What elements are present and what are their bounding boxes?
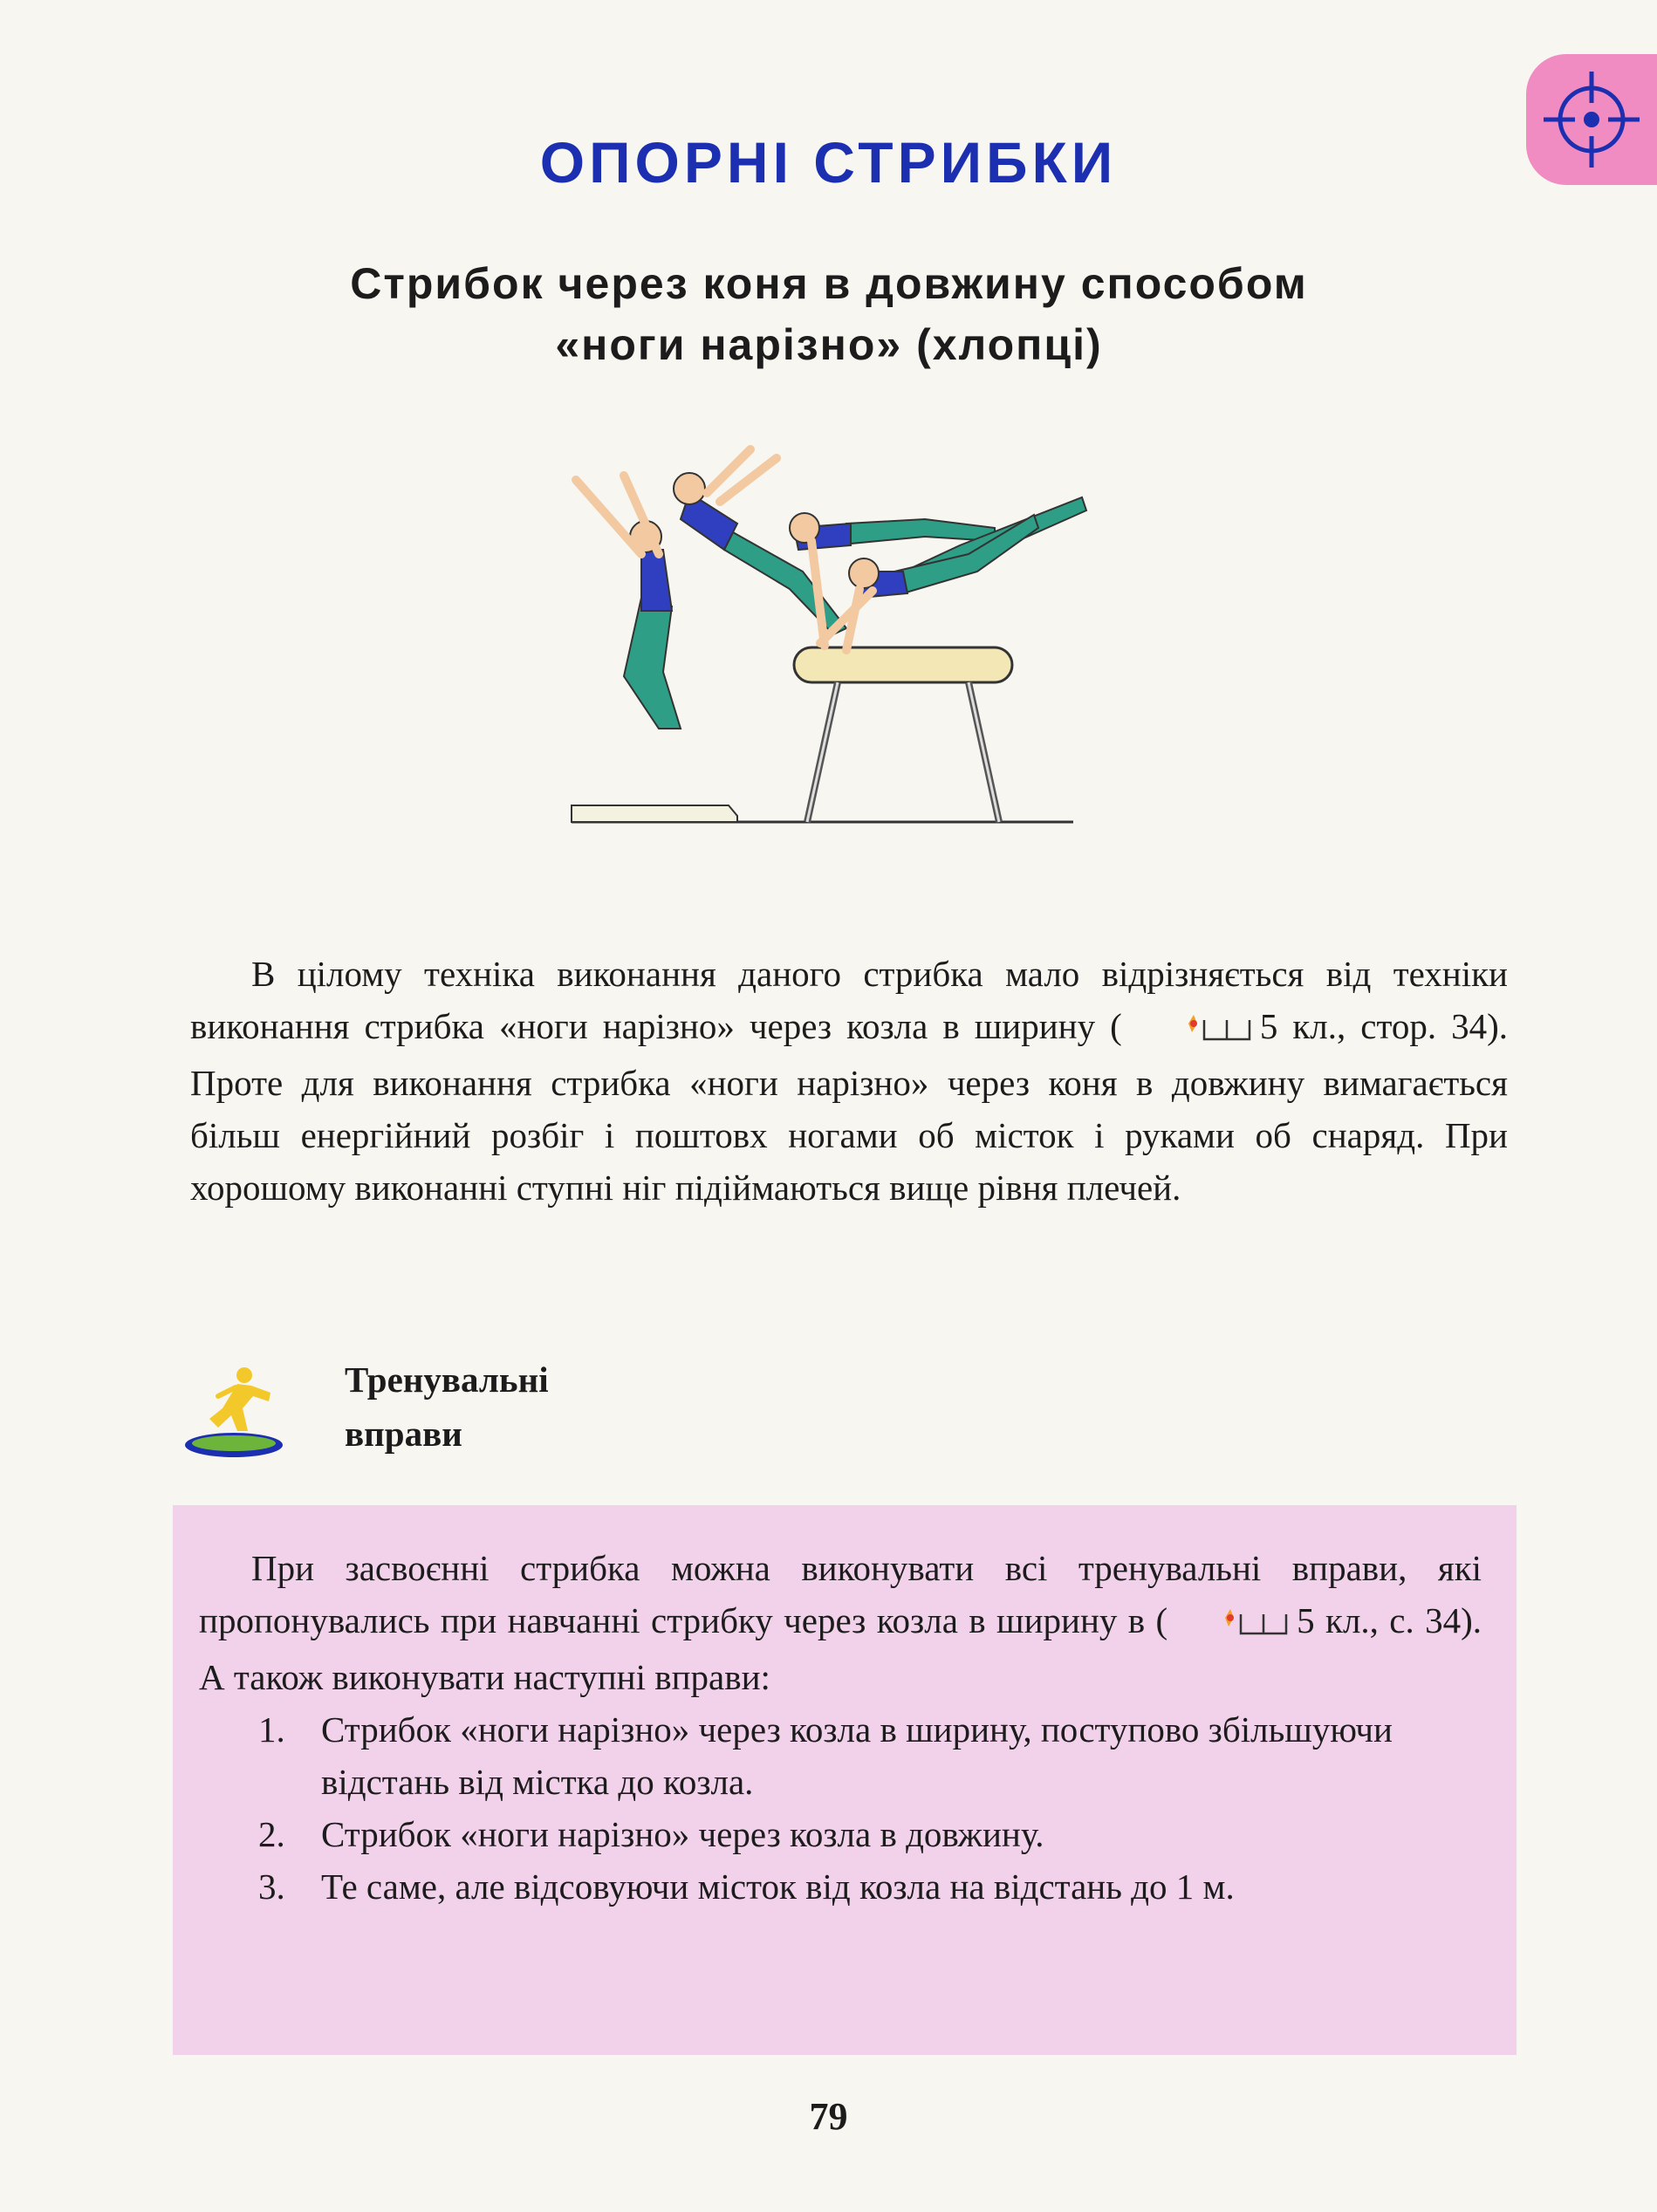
exercises-box: [173, 1505, 1517, 2055]
technique-paragraph: [190, 948, 1508, 1214]
paragraph-text-2: ). Проте для виконання стрибка «ноги нарізно» через коня в довжину вимагається більш енергійний розбіг і поштовх ногами об місток і руками об снаряд. При хорошому виконанні ступні ніг підіймаються вище рівня плечей.: [190, 1006, 1508, 1208]
book-reference-icon: [1124, 1004, 1255, 1057]
exercises-heading-line-2: вправи: [345, 1414, 462, 1454]
paragraph-ref-1: 5 кл., стор. 34: [1259, 1006, 1488, 1046]
list-item-text: Стрибок «ноги нарізно» через козла в довжину.: [321, 1813, 1044, 1854]
subtitle-line-2: «ноги нарізно» (хлопці): [555, 320, 1103, 369]
exercises-list: [199, 1703, 1482, 1913]
list-item-number: 3.: [258, 1866, 285, 1907]
list-item: [199, 1808, 1482, 1860]
gymnast-figure-4: [820, 497, 1086, 650]
exercises-heading: [345, 1353, 549, 1461]
paragraph-text-1: В цілому техніка виконання даного стрибка мало відрізняється від техніки виконання стрибка «ноги нарізно» через козла в ширину (: [190, 954, 1508, 1046]
exercises-intro-text-1: При засвоєнні стрибка можна виконувати всі тренувальні вправи, які пропонувались при навчанні стрибку через козла в ширину в (: [199, 1548, 1482, 1640]
exercises-content: [199, 1542, 1482, 1913]
exercises-intro: [199, 1542, 1482, 1703]
running-athlete-icon: [183, 1365, 288, 1461]
list-item-text: Те саме, але відсовуючи місток від козла на відстань до 1 м.: [321, 1866, 1235, 1907]
subtitle-line-1: Стрибок через коня в довжину способом: [350, 259, 1308, 308]
list-item: [199, 1860, 1482, 1913]
vault-illustration: [558, 441, 1099, 842]
list-item-number: 2.: [258, 1813, 285, 1854]
list-item-number: 1.: [258, 1709, 285, 1750]
exercises-intro-ref: 5 кл., с. 34: [1297, 1600, 1462, 1640]
section-subtitle: [175, 253, 1483, 375]
book-reference-icon: [1169, 1599, 1291, 1651]
list-item: [199, 1703, 1482, 1808]
list-item-text: Стрибок «ноги нарізно» через козла в ширину, поступово збільшуючи відстань від містка до козла.: [321, 1709, 1393, 1802]
exercises-heading-line-1: Тренувальні: [345, 1359, 549, 1400]
page-number: 79: [809, 2095, 848, 2138]
gymnast-figure-1: [576, 476, 681, 729]
exercises-intro-text-2: ). А також виконувати наступні вправи:: [199, 1600, 1482, 1697]
page-title: ОПОРНІ СТРИБКИ: [539, 130, 1118, 195]
